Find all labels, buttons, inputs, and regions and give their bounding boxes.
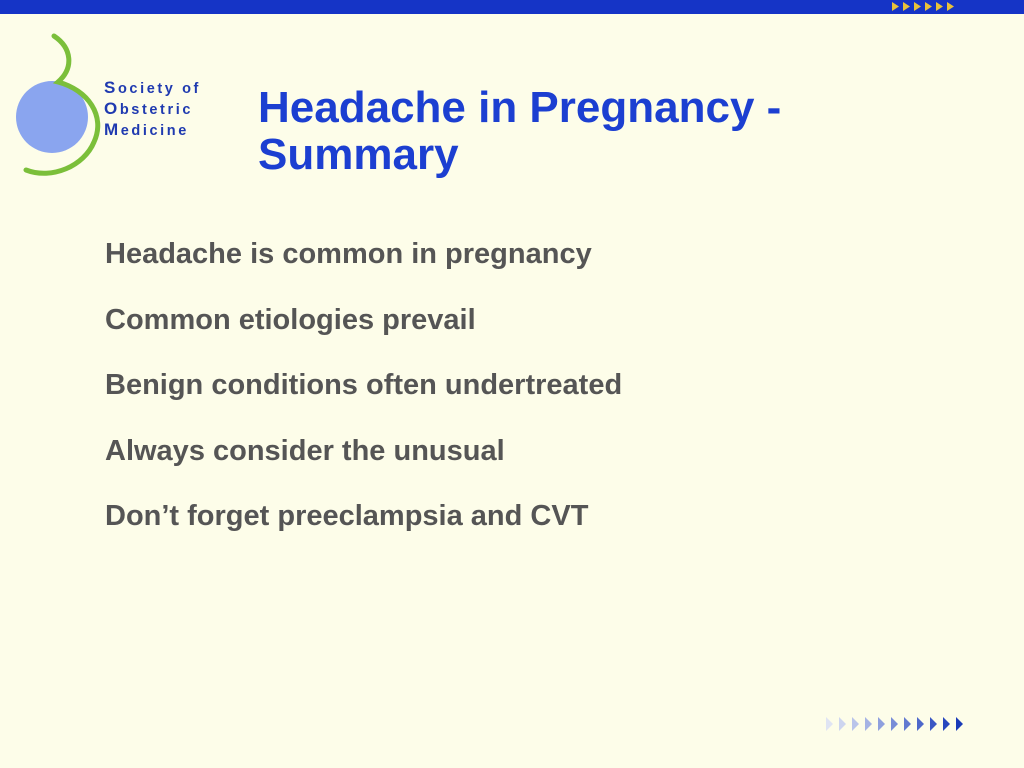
- top-accent-bar: [0, 0, 1024, 14]
- bullet-item: Common etiologies prevail: [105, 303, 476, 336]
- bullet-list: [105, 232, 622, 560]
- bullet-item: Headache is common in pregnancy: [105, 238, 592, 270]
- top-chevron-arrows-icon: [892, 1, 964, 12]
- bullet-item: Don’t forget preeclampsia and CVT: [105, 500, 589, 532]
- slide-title: Headache in Pregnancy - Summary: [258, 83, 782, 179]
- bottom-chevron-arrows-icon: [826, 714, 966, 734]
- logo-wordmark: Society of Obstetric Medicine: [104, 78, 201, 139]
- bullet-item: Always consider the unusual: [105, 434, 505, 467]
- logo-mark-icon: [14, 30, 114, 180]
- bullet-item: Benign conditions often undertreated: [105, 369, 623, 401]
